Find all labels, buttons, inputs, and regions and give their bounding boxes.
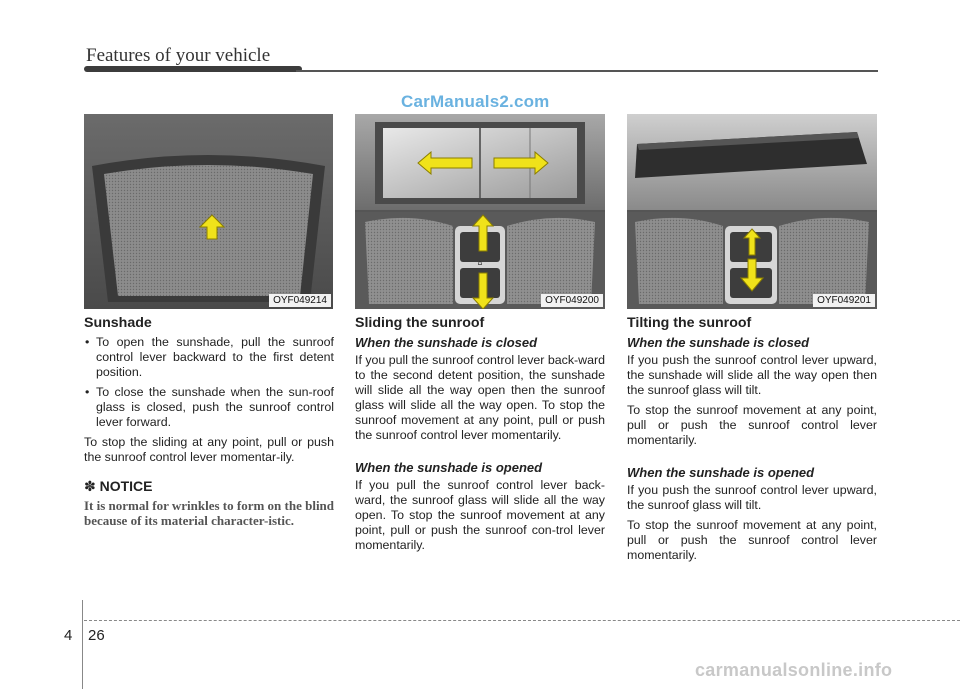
sub-title: When the sunshade is opened — [355, 460, 543, 475]
arrow-right-icon — [493, 151, 549, 175]
notice-title: ✽ NOTICE — [84, 478, 153, 494]
section-title: Tilting the sunroof — [627, 315, 752, 331]
column-sunshade — [84, 316, 334, 528]
image-code: OYF049214 — [269, 294, 331, 307]
svg-text:⌂: ⌂ — [477, 259, 483, 267]
paragraph: To stop the sunroof movement at any point, pull or push the sunroof control lever momentarily. — [627, 518, 877, 562]
paragraph: If you pull the sunroof control lever back-ward to the second detent position, the sunshade will slide all the way open then the sunroof glass will slide all the way open. To stop the sunroof movement at any point, pull or push the sunroof control lever momentarily. — [355, 353, 606, 442]
column-sliding — [355, 316, 605, 558]
paragraph: If you pull the sunroof control lever back-ward, the sunroof glass will slide all the way open. To stop the sunroof movement at any point, pull or push the sunroof con-trol lever momentarily. — [355, 478, 605, 552]
column-tilting — [627, 316, 877, 568]
sub-title: When the sunshade is closed — [627, 335, 810, 350]
arrow-down-icon — [472, 272, 494, 309]
arrow-left-icon — [417, 151, 473, 175]
tilting-sunroof-photo — [627, 114, 877, 309]
bullet-icon: • — [85, 385, 90, 399]
page-header-title: Features of your vehicle — [86, 45, 271, 66]
list-item: • To close the sunshade when the sun-roof glass is closed, push the sunroof control lever forward. — [85, 385, 334, 429]
section-title: Sunshade — [84, 315, 152, 331]
sunshade-photo — [84, 114, 333, 309]
image-code: OYF049200 — [541, 294, 603, 307]
list-item: • To open the sunshade, pull the sunroof control lever backward to the first detent position. — [85, 335, 334, 379]
paragraph: If you push the sunroof control lever upward, the sunroof glass will tilt. — [627, 483, 877, 512]
sliding-sunroof-photo — [355, 114, 605, 309]
sub-title: When the sunshade is closed — [355, 335, 538, 350]
watermark-bottom: carmanualsonline.info — [695, 660, 893, 680]
paragraph: To stop the sliding at any point, pull or push the sunroof control lever momentar-ily. — [84, 435, 334, 464]
footer-divider — [82, 600, 83, 689]
watermark-top: CarManuals2.com — [401, 92, 550, 111]
paragraph: If you push the sunroof control lever upward, the sunshade will slide all the way open then the sunroof glass will tilt. — [627, 353, 877, 397]
section-title: Sliding the sunroof — [355, 315, 485, 331]
arrow-up-icon — [472, 214, 494, 252]
image-code: OYF049201 — [813, 294, 875, 307]
arrow-down-icon — [740, 258, 764, 292]
paragraph: To stop the sunroof movement at any point, pull or push the sunroof control lever momentarily. — [627, 403, 877, 447]
page-number: 26 — [88, 627, 105, 644]
bullet-icon: • — [85, 335, 90, 349]
header-rule-thick — [84, 66, 302, 72]
footer-rule — [84, 620, 960, 621]
arrow-up-icon — [199, 214, 225, 240]
bullet-list — [84, 335, 334, 430]
arrow-up-icon — [743, 228, 761, 256]
header-rule-thin — [296, 70, 878, 72]
page-chapter: 4 — [64, 627, 73, 644]
sub-title: When the sunshade is opened — [627, 465, 815, 480]
notice-text: It is normal for wrinkles to form on the blind because of its material character-istic. — [84, 498, 335, 528]
